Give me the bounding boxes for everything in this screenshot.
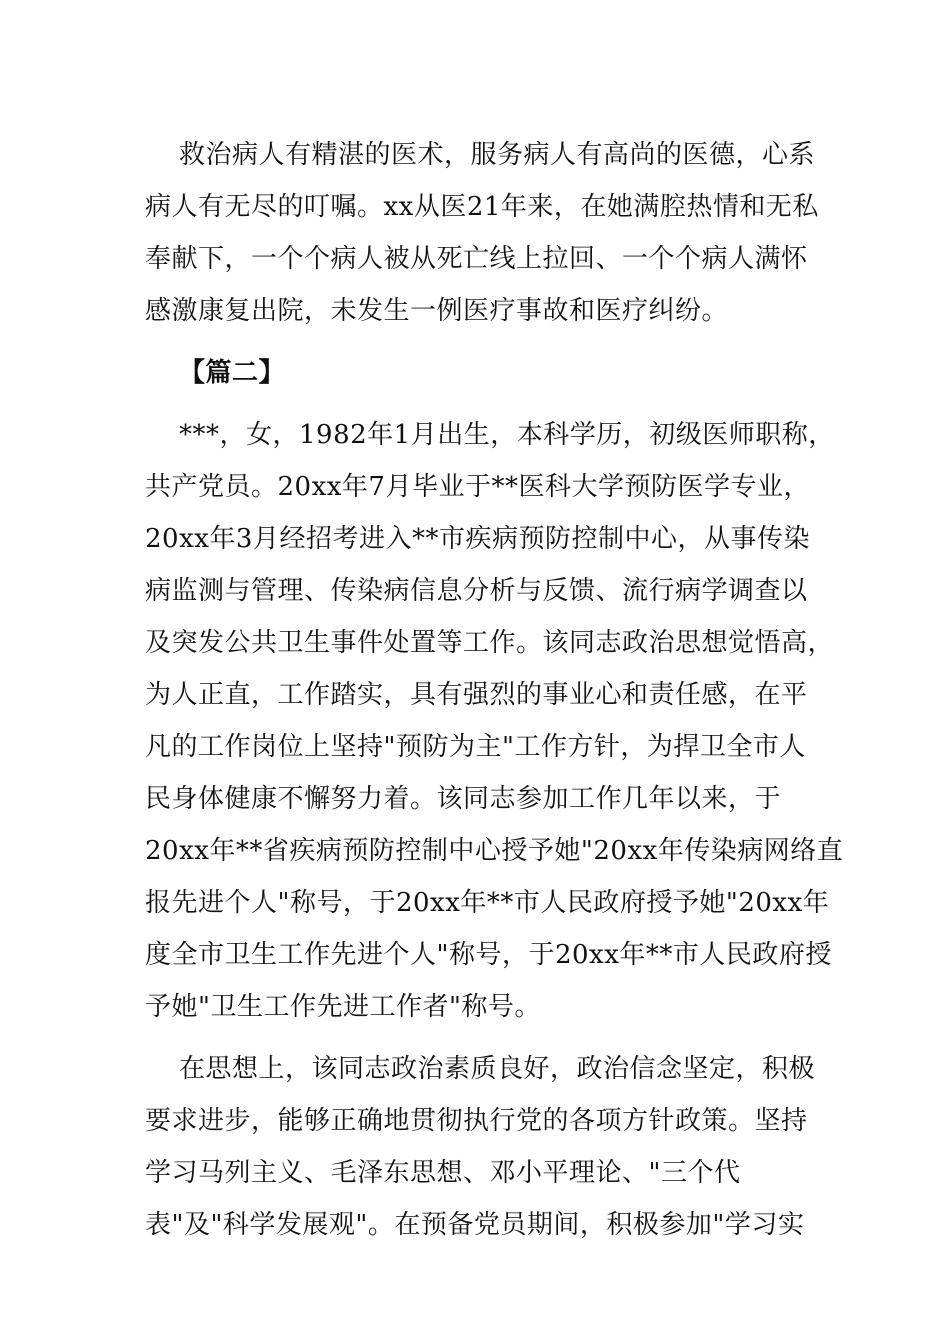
text-line: 及突发公共卫生事件处置等工作。该同志政治思想觉悟高，	[145, 628, 835, 658]
text-line: 在思想上，该同志政治素质良好，政治信念坚定，积极	[179, 1054, 816, 1084]
text-line: 予她"卫生工作先进工作者"称号。	[145, 992, 541, 1022]
text-line: 感激康复出院，未发生一例医疗事故和医疗纠纷。	[145, 296, 729, 326]
text-line: 为人正直，工作踏实，具有强烈的事业心和责任感，在平	[145, 680, 808, 710]
section-heading	[145, 351, 810, 403]
text-line: 学习马列主义、毛泽东思想、邓小平理论、"三个代	[145, 1158, 741, 1188]
text-line: 表"及"科学发展观"。在预备党员期间，积极参加"学习实	[145, 1210, 805, 1240]
text-line: 凡的工作岗位上坚持"预防为主"工作方针，为捍卫全市人	[145, 732, 806, 762]
text-line: 救治病人有精湛的医术，服务病人有高尚的医德，心系	[179, 140, 816, 170]
text-line: 报先进个人"称号，于20xx年**市人民政府授予她"20xx年	[145, 888, 830, 918]
section-title: 【篇二】	[179, 358, 286, 388]
text-line: 病人有无尽的叮嘱。xx从医21年来，在她满腔热情和无私	[145, 192, 819, 222]
text-line: 度全市卫生工作先进个人"称号，于20xx年**市人民政府授	[145, 940, 832, 970]
text-line: 病监测与管理、传染病信息分析与反馈、流行病学调查以	[145, 576, 808, 606]
document-body	[145, 133, 844, 1265]
text-line: 20xx年3月经招考进入**市疾病预防控制中心，从事传染	[145, 524, 810, 554]
text-line: 要求进步，能够正确地贯彻执行党的各项方针政策。坚持	[145, 1106, 808, 1136]
text-line: ***，女，1982年1月出生，本科学历，初级医师职称，	[179, 420, 835, 450]
text-line: 民身体健康不懈努力着。该同志参加工作几年以来，于	[145, 784, 782, 814]
text-line: 共产党员。20xx年7月毕业于**医科大学预防医学专业，	[145, 472, 810, 502]
text-line: 奉献下，一个个病人被从死亡线上拉回、一个个病人满怀	[145, 244, 808, 274]
paragraph-intro	[145, 133, 819, 341]
text-line: 20xx年**省疾病预防控制中心授予她"20xx年传染病网络直	[145, 836, 844, 866]
paragraph-ideology	[145, 1047, 816, 1255]
paragraph-profile	[145, 413, 844, 1037]
